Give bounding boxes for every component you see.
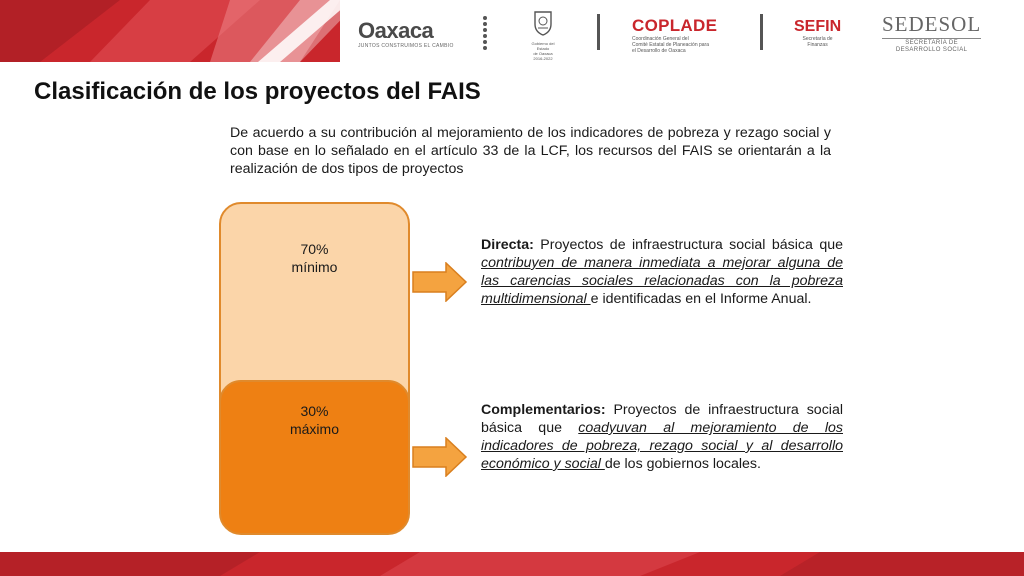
complementary-qualifier: máximo <box>289 421 339 437</box>
sefin-logo <box>794 18 841 48</box>
complementary-text-start: Proyectos de infraestructura social básica que <box>481 402 843 436</box>
complementary-share-label <box>221 402 408 438</box>
sefin-caption-1: Secretaría de <box>802 36 833 42</box>
oaxaca-logo <box>358 18 454 49</box>
coplade-caption-2: Comité Estatal de Planeación para <box>632 42 709 48</box>
complementary-emphasis: coadyuvan al mejoramiento de los indicadores de pobreza, rezago social y al desarrollo económico y social <box>481 420 843 472</box>
seal-icon <box>531 10 555 36</box>
complementary-percent: 30% <box>300 403 329 419</box>
sedesol-caption-1: SECRETARÍA DE <box>905 40 958 46</box>
oaxaca-wordmark: Oaxaca <box>358 18 434 43</box>
slide-title: Clasificación de los proyectos del FAIS <box>34 78 481 105</box>
direct-description <box>481 236 843 308</box>
direct-heading: Directa: <box>481 237 534 253</box>
complementary-text-end: de los gobiernos locales. <box>604 456 761 472</box>
complementary-heading: Complementarios: <box>481 402 606 418</box>
right-arrow-icon <box>412 437 468 477</box>
direct-qualifier: mínimo <box>291 259 338 275</box>
direct-share-label <box>221 240 408 276</box>
direct-emphasis: contribuyen de manera inmediata a mejorar alguna de las carencias sociales relacionadas con la pobreza multidimensional <box>481 255 843 307</box>
sedesol-wordmark: SEDESOL <box>882 12 982 36</box>
sedesol-caption-2: DESARROLLO SOCIAL <box>895 47 968 53</box>
complementary-description <box>481 401 843 473</box>
seal-caption-1: Gobierno del Estado <box>531 41 555 51</box>
logo-divider <box>760 14 763 50</box>
state-seal-logo <box>528 10 558 61</box>
coplade-logo <box>632 16 717 54</box>
direct-text-start: Proyectos de infraestructura social básica que <box>533 237 843 253</box>
seal-caption-2: de Oaxaca <box>533 51 553 56</box>
right-arrow-icon <box>412 262 468 302</box>
logo-divider <box>597 14 600 50</box>
sefin-caption-2: Finanzas <box>807 42 828 48</box>
coplade-caption-3: el Desarrollo de Oaxaca <box>632 48 686 54</box>
separator-dots <box>483 16 489 52</box>
footer-banner <box>0 552 1024 576</box>
direct-percent: 70% <box>300 241 329 257</box>
sefin-wordmark: SEFIN <box>794 18 842 35</box>
oaxaca-tagline: JUNTOS CONSTRUIMOS EL CAMBIO <box>358 43 454 49</box>
partner-logos <box>350 8 1024 61</box>
coplade-wordmark: COPLADE <box>632 16 718 35</box>
direct-text-end: e identificadas en el Informe Anual. <box>590 291 812 307</box>
sedesol-logo <box>882 12 981 54</box>
intro-paragraph: De acuerdo a su contribución al mejoramiento de los indicadores de pobreza y rezago social y con base en lo señalado en el artículo 33 de la LCF, los recursos del FAIS se orientarán a la realización de dos tipos de proyectos <box>230 125 831 177</box>
coplade-caption-1: Coordinación General del <box>632 36 689 42</box>
seal-caption-3: 2016-2022 <box>533 56 553 61</box>
complementary-share-block <box>219 380 410 535</box>
